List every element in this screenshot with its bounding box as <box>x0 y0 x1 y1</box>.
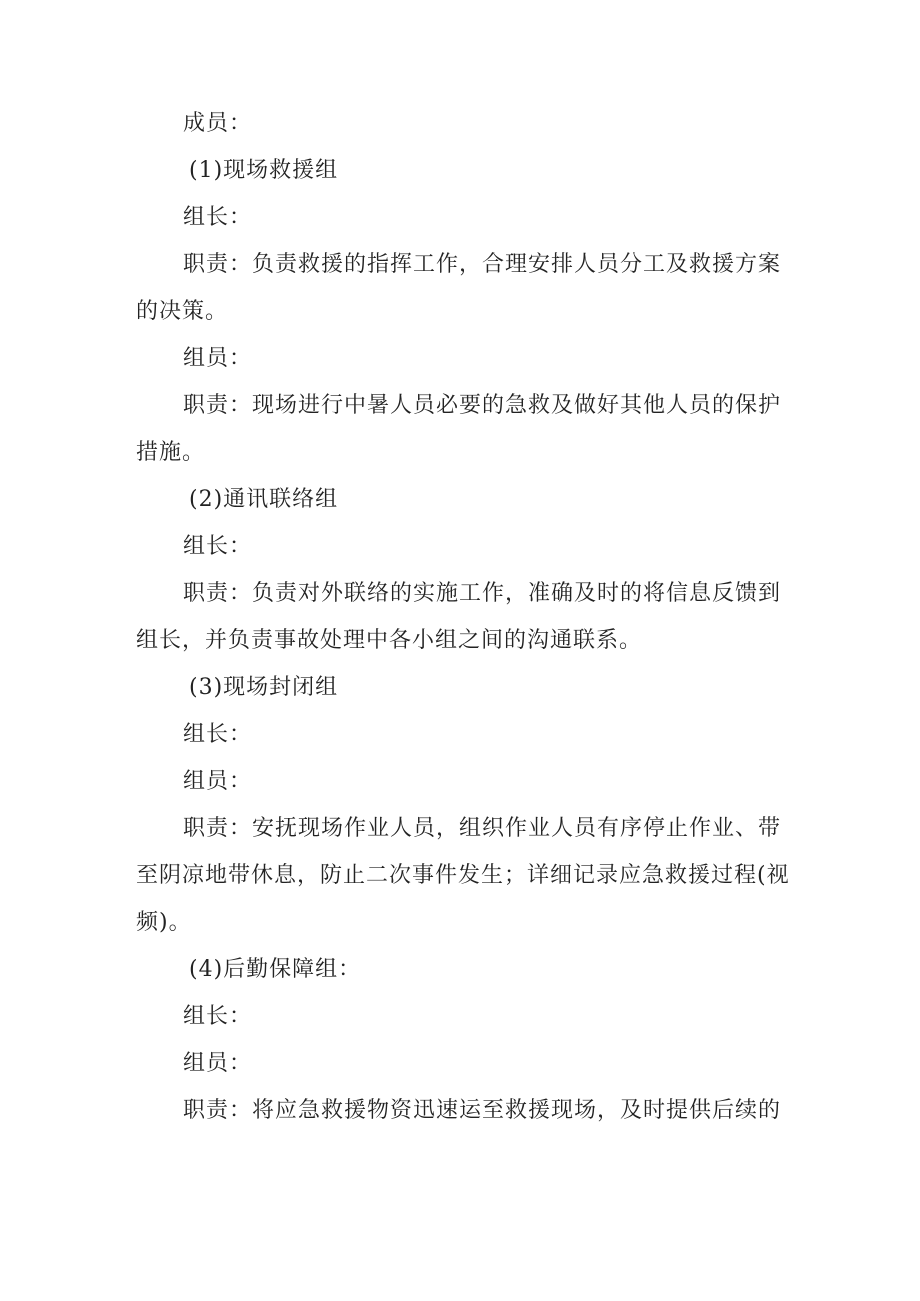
text-line: 组员： <box>183 346 253 371</box>
section-heading: (2)通讯联络组 <box>189 487 339 512</box>
text-line: 组长： <box>183 534 253 559</box>
section-heading: (4)后勤保障组： <box>189 957 362 982</box>
text-line: 的决策。 <box>136 299 229 324</box>
text-line: 组长： <box>183 1004 253 1029</box>
text-line: 组员： <box>183 1051 253 1076</box>
text-line: 组员： <box>183 769 253 794</box>
text-line: 组长： <box>183 722 253 747</box>
section-heading: (3)现场封闭组 <box>189 675 339 700</box>
section-heading: (1)现场救援组 <box>189 158 339 183</box>
text-line: 组长： <box>183 205 253 230</box>
text-line: 职责：将应急救援物资迅速运至救援现场，及时提供后续的 <box>183 1098 782 1123</box>
text-line: 频)。 <box>136 910 192 935</box>
text-line: 组长，并负责事故处理中各小组之间的沟通联系。 <box>136 628 643 653</box>
text-line: 成员： <box>183 111 253 136</box>
text-line: 职责：负责对外联络的实施工作，准确及时的将信息反馈到 <box>183 581 782 606</box>
text-line: 措施。 <box>136 440 206 465</box>
text-line: 至阴凉地带休息，防止二次事件发生；详细记录应急救援过程(视 <box>136 863 790 888</box>
text-line: 职责：现场进行中暑人员必要的急救及做好其他人员的保护 <box>183 393 782 418</box>
document-body <box>136 100 792 1134</box>
text-line: 职责：负责救援的指挥工作，合理安排人员分工及救援方案 <box>183 252 782 277</box>
text-line: 职责：安抚现场作业人员，组织作业人员有序停止作业、带 <box>183 816 782 841</box>
